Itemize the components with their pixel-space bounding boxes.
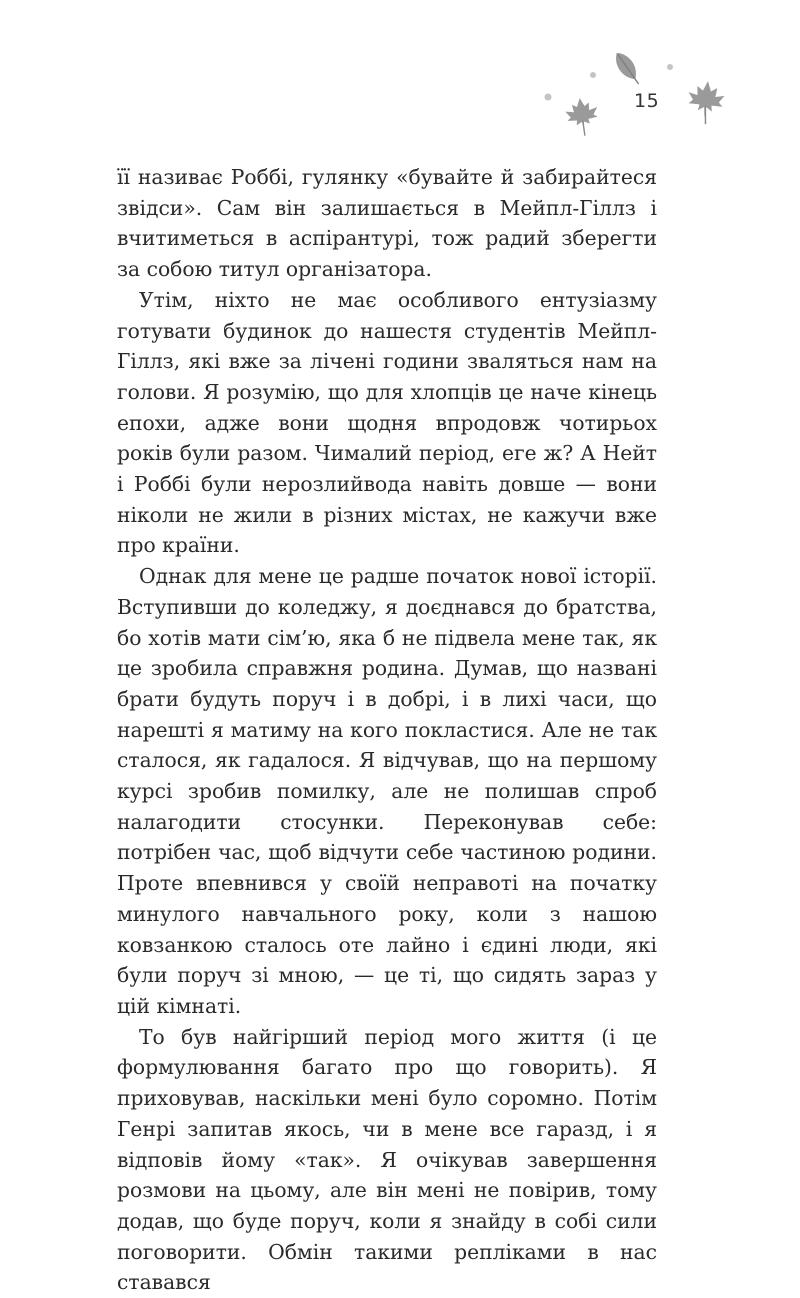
text-body: [117, 162, 657, 1298]
dot-icon: [667, 64, 673, 70]
paragraph-2: Утім, ніхто не має особливого ентузіазму готувати будинок до нашестя студентів Мейпл-Гіллз, які вже за лічені години зваляться нам на голови. Я розумію, що для хлопців це наче кінець епохи, адже вони щодня впродовж чотирьох років були разом. Чималий період, еге ж? А Нейт і Роббі були нерозлийвода навіть довше — вони ніколи не жили в різних містах, не кажучи вже про країни.: [117, 287, 657, 558]
dot-icon: [545, 94, 552, 101]
page-number: 15: [634, 90, 660, 112]
maple-leaf-icon: [564, 96, 601, 138]
maple-leaf-icon: [686, 79, 726, 126]
leaf-icon: [611, 49, 645, 89]
paragraph-3: Однак для мене це радше початок нової історії. Вступивши до коледжу, я доєднався до братства, бо хотів мати сім’ю, яка б не підвела мене так, як це зробила справжня родина. Думав, що названі брати будуть поруч і в добрі, і в лихі часи, що нарешті я матиму на кого покластися. Але не так сталося, як гадалося. Я відчував, що на першому курсі зробив помилку, але не полишав спроб налагодити стосунки. Переконував себе: потрібен час, щоб відчути себе частиною родини. Проте впевнився у своїй неправоті на початку минулого навчального року, коли з нашою ковзанкою сталось оте лайно і єдині люди, які були поруч зі мною, — це ті, що сидять зараз у цій кімнаті.: [117, 564, 657, 1018]
dot-icon: [590, 72, 596, 78]
paragraph-4: То був найгірший період мого життя (і це формулювання багато про що говорить). Я приховував, наскільки мені було соромно. Потім Генрі запитав якось, чи в мене все гаразд, і я відповів йому «так». Я очікував завершення розмови на цьому, але він мені не повірив, тому додав, що буде поруч, коли я знайду в собі сили поговорити. Обмін такими репліками в нас ставався: [117, 1024, 657, 1295]
paragraph-1: її називає Роббі, гулянку «бувайте й забирайтеся звідси». Сам він залишається в Мейпл-Гіллз і вчитиметься в аспірантурі, тож радий зберегти за собою титул організатора.: [117, 165, 657, 282]
